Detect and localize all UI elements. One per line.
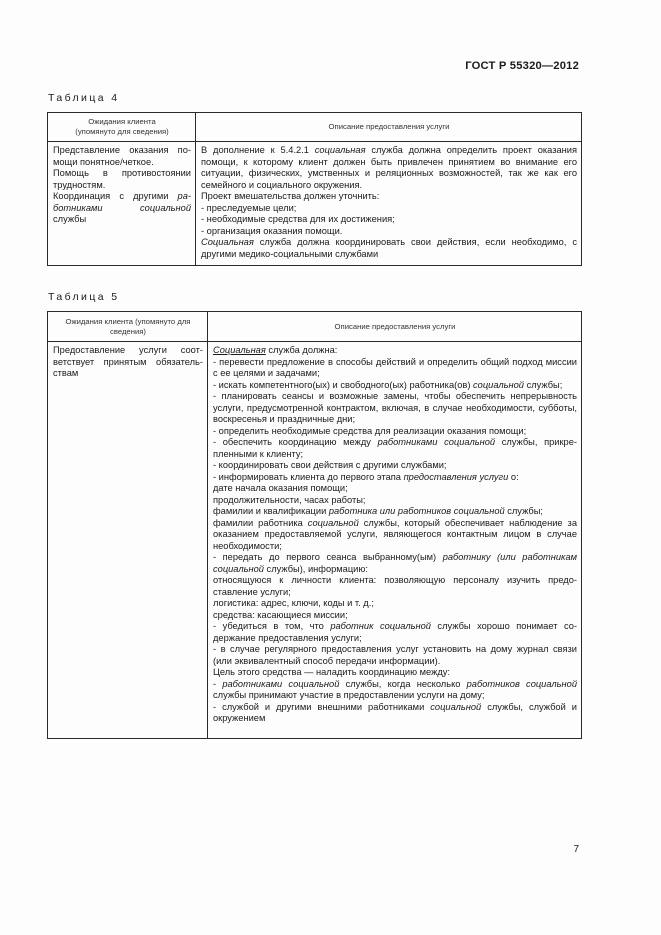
text-run: службы, когда несколько [339, 678, 467, 689]
text-run: - координировать свои действия с другими службами; [213, 460, 447, 470]
paragraph [213, 667, 577, 679]
paragraph [53, 145, 191, 168]
text-run: - определить необходимые средства для реализации оказания помощи; [213, 425, 527, 436]
text-run: - убедиться в том, что [213, 621, 331, 631]
text-run: служба должна: [265, 345, 338, 355]
paragraph [53, 168, 191, 191]
table5-service-description [208, 342, 582, 739]
text-run: - планировать сеансы и возможные замены, чтобы обеспечить непрерывность услуги, предусмотренной контрактом, включая, в случае необходимости, субботы, воскресенья и праздничные дни; [213, 391, 577, 424]
table4-col2-header: Описание предоставления услуги [196, 113, 582, 142]
paragraph [213, 552, 577, 575]
text-run: фамилии работника [213, 517, 308, 528]
text-run: службы, прикрепленными к клиенту; [213, 437, 577, 459]
paragraph [213, 460, 577, 472]
text-run: логистика: адрес, ключи, коды и т. д.; [213, 598, 374, 608]
italic-run: социальной [430, 701, 482, 712]
header-line: сведения) [110, 326, 146, 336]
header-line: (упомянуто для сведения) [75, 127, 169, 136]
text-run: фамилии и квалификации [213, 506, 329, 516]
table5-col1-header [48, 312, 208, 342]
text-run: - [213, 678, 223, 689]
paragraph [201, 226, 577, 238]
text-run: - искать компетентного(ых) и свободного(ых) работника(ов) [213, 379, 474, 390]
paragraph [213, 483, 577, 495]
text-run: - необходимые средства для их достижения; [201, 214, 395, 224]
text-run: продолжительности, часах работы; [213, 494, 366, 505]
text-run: Помощь в противостоянии трудностям. [53, 168, 191, 190]
paragraph [213, 472, 577, 484]
header-line: Ожидания клиента [88, 117, 156, 126]
table4-caption: Таблица 4 [48, 92, 120, 104]
table5-col2-header: Описание предоставления услуги [208, 312, 582, 342]
table5-caption: Таблица 5 [48, 291, 120, 303]
italic-run: предоставления услуги [403, 471, 509, 482]
paragraph [213, 426, 577, 438]
paragraph [213, 495, 577, 507]
italic-run: работник социальной [330, 621, 431, 631]
paragraph [213, 518, 577, 553]
text-run: Цель этого средства — наладить координацию между: [213, 667, 450, 677]
italic-run: Социальная [213, 345, 266, 355]
text-run: Проект вмешательства должен уточнить: [201, 191, 380, 201]
paragraph [201, 214, 577, 226]
paragraph [213, 702, 577, 725]
text-run: - преследуемые цели; [201, 202, 297, 213]
text-run: средства: касающиеся миссии; [213, 609, 348, 620]
paragraph [53, 191, 191, 226]
text-run: - в случае регулярного предоставления услуг установить на дому журнал связи (или эквивалентный способ передачи информации). [213, 644, 577, 666]
page-number: 7 [573, 844, 579, 855]
italic-run: работника или работников социальной [328, 506, 505, 516]
paragraph [213, 644, 577, 667]
table5 [47, 311, 582, 739]
table5-client-expectations [48, 342, 208, 739]
italic-run: социальной [307, 517, 359, 528]
text-run: относящуюся к личности клиента: позволяющую персоналу изучить предоставление услуги; [213, 575, 577, 597]
italic-run: работниками социальной [377, 437, 496, 447]
text-run: Предоставление услуги соответствует принятым обязательствам [53, 345, 203, 378]
paragraph [213, 345, 577, 357]
paragraph [213, 679, 577, 702]
italic-run: работниками социальной [53, 191, 191, 213]
paragraph [213, 598, 577, 610]
text-run: - службой и другими внешними работниками [213, 701, 431, 712]
text-run: Представление оказания помощи понятное/четкое. [53, 145, 191, 167]
text-run: - информировать клиента до первого этапа [213, 471, 404, 482]
paragraph [213, 437, 577, 460]
paragraph [213, 575, 577, 598]
table4-client-expectations [48, 142, 196, 266]
text-run: службы; [504, 506, 543, 516]
paragraph [213, 391, 577, 426]
text-run: службы [53, 214, 87, 224]
paragraph [213, 357, 577, 380]
paragraph [201, 237, 577, 260]
text-run: службы; [523, 379, 563, 390]
text-run: - перевести предложение в способы действий и определить общий подход миссии с ее целями и задачами; [213, 356, 577, 378]
standard-id: ГОСТ Р 55320—2012 [465, 60, 579, 72]
paragraph [201, 191, 577, 203]
paragraph [213, 506, 577, 518]
paragraph [201, 203, 577, 215]
paragraph [201, 145, 577, 191]
text-run: - передать до первого сеанса выбранному(ым) [213, 552, 443, 562]
paragraph [213, 380, 577, 392]
italic-run: работниками социальной [222, 678, 340, 689]
text-run: служба должна определить проект оказания помощи, к которому клиент должен быть привлечен принятием во внимание его ситуации, физических, умственных и реляционных возможностей, так же как его семейного и социального окружения. [201, 145, 578, 190]
text-run: о: [508, 471, 519, 482]
text-run: служба должна координировать свои действия, если необходимо, с другими медико-социальными службами [201, 237, 577, 259]
table4 [47, 112, 582, 266]
text-run: Координация с другими [53, 191, 178, 201]
paragraph [213, 621, 577, 644]
paragraph [213, 610, 577, 622]
text-run: В дополнение к 5.4.2.1 [201, 145, 315, 155]
table4-col1-header [48, 113, 196, 142]
paragraph [53, 345, 203, 380]
table4-service-description [196, 142, 582, 266]
text-run: службы принимают участие в предоставлении услуги на дому; [213, 690, 485, 700]
text-run: - организация оказания помощи. [201, 225, 343, 236]
italic-run: социальная [314, 145, 366, 155]
italic-run: работнику (или работникам социальной [213, 552, 577, 574]
italic-run: Социальная [201, 237, 254, 247]
text-run: службы), информацию: [263, 563, 368, 574]
italic-run: социальной [473, 379, 524, 390]
text-run: службы хорошо понимает содержание предоставления услуги; [213, 621, 577, 643]
italic-run: работников социальной [466, 678, 578, 689]
text-run: дате начала оказания помощи; [213, 483, 348, 493]
text-run: службы, службой и окружением [213, 701, 577, 723]
text-run: - обеспечить координацию между [213, 437, 378, 447]
text-run: службы, который обеспечивает наблюдение за оказанием предоставляемой услуги, являющегося контактным лицом в случае необходимости; [213, 517, 577, 551]
header-line: Ожидания клиента (упомянуто для [65, 316, 191, 326]
